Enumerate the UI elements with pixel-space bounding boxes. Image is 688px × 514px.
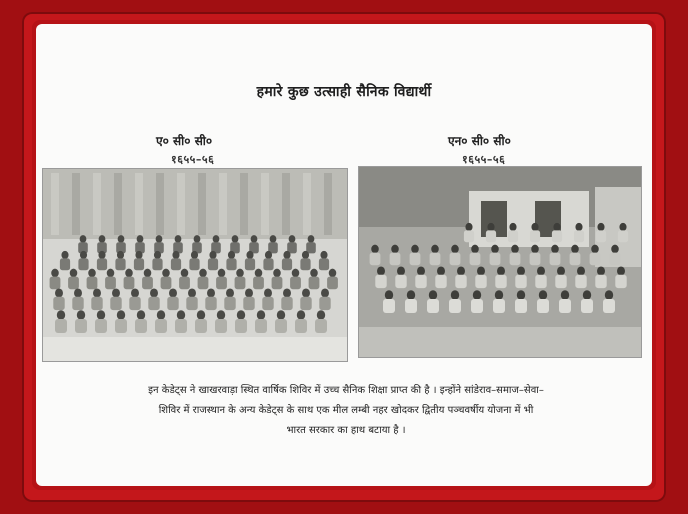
caption-line-3: भारत सरकार का हाथ बटाया है । [286, 425, 406, 436]
right-unit-years: १६५५–५६ [462, 153, 506, 166]
caption-text [76, 381, 616, 441]
page-title: हमारे कुछ उत्साही सैनिक विद्यार्थी [256, 84, 432, 100]
right-unit-label: एन० सी० सी० [448, 134, 511, 148]
caption-line-1: इन केडेट्स ने खाखरवाड़ा स्थित वार्षिक शिविर में उच्च सैनिक शिक्षा प्राप्त की है । इन्होंने सांडेराव–समाज–सेवा– [148, 385, 544, 396]
left-unit-years: १६५५–५६ [171, 153, 215, 166]
scanned-page [36, 24, 652, 486]
left-unit-label: ए० सी० सी० [156, 134, 213, 148]
acc-group-photo [42, 168, 348, 362]
caption-line-2: शिविर में राजस्थान के अन्य केडेट्स के साथ एक मील लम्बी नहर खोदकर द्वितीय पञ्चवर्षीय योजना में भी [158, 405, 534, 416]
ncc-group-photo [358, 166, 642, 358]
